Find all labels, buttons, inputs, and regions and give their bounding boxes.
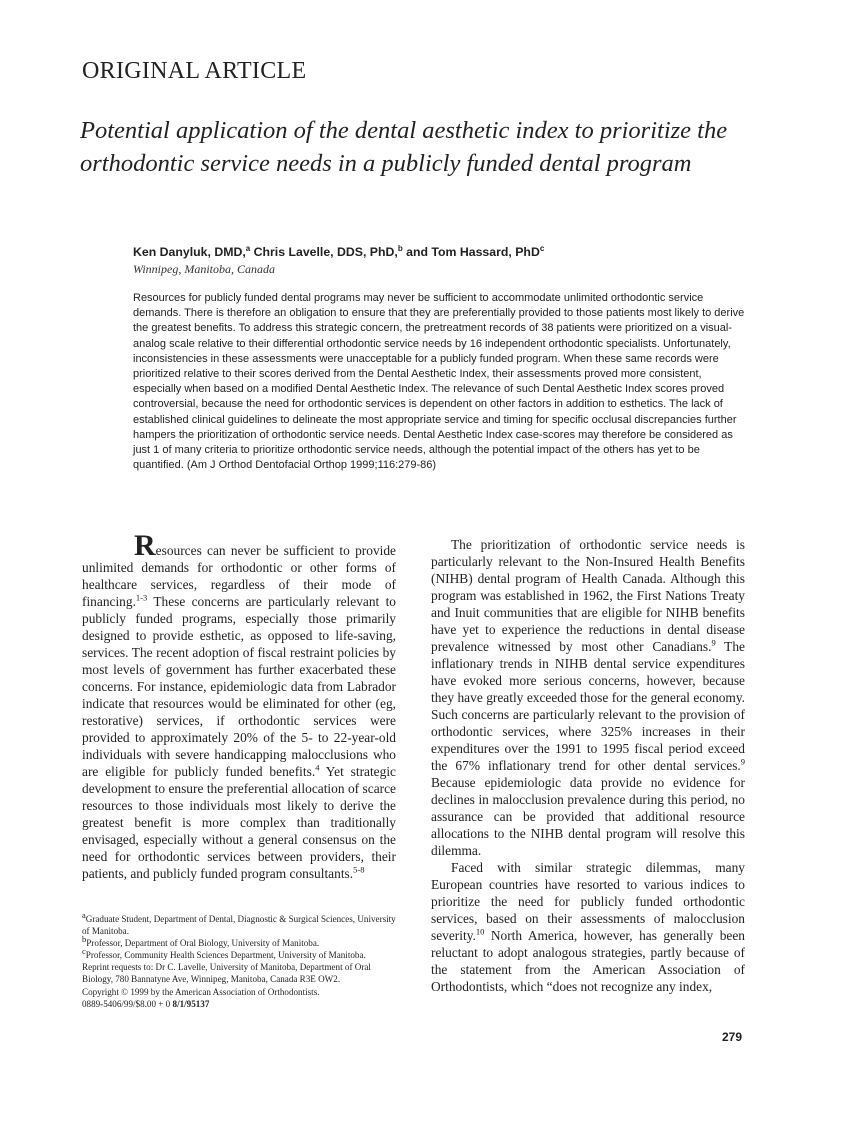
body-column-left (82, 529, 396, 882)
footnote-b (82, 934, 402, 949)
paragraph-text: Because epidemiologic data provide no evidence for declines in malocclusion prevalence during this period, no assurance can be provided that additional resource allocations to the NIHB dental program will resolve this dilemma. (431, 775, 745, 858)
body-paragraph (431, 859, 745, 995)
body-column-right (431, 536, 745, 995)
footnote-marker: b (82, 934, 87, 945)
citation-ref: 1-3 (135, 592, 148, 603)
author-affil-marker: b (397, 243, 403, 253)
article-id: 8/1/95137 (172, 998, 210, 1009)
paragraph-text: Yet strategic development to ensure the preferential allocation of scarce resources to those individuals most likely to derive the greatest benefit is more complex than traditionally envisaged, especially without a general consensus on the need for orthodontic services between providers, their patients, and publicly funded program consultants. (82, 764, 396, 881)
citation-ref: 10 (475, 926, 485, 937)
author-affil-marker: c (539, 243, 545, 253)
section-label: ORIGINAL ARTICLE (82, 58, 307, 84)
footnote-marker: a (82, 909, 86, 920)
author-name: Chris Lavelle, DDS, PhD, (250, 245, 398, 259)
article-title: Potential application of the dental aesthetic index to prioritize the orthodontic service needs in a publicly funded dental program (80, 117, 728, 177)
footnote-text: Professor, Department of Oral Biology, University of Manitoba. (86, 938, 320, 949)
footnote-c (82, 946, 402, 961)
footnote-text: Graduate Student, Department of Dental, Diagnostic & Surgical Sciences, University of Manitoba. (82, 914, 396, 937)
paragraph-text: These concerns are particularly relevant to publicly funded programs, especially those primarily designed to provide esthetic, as opposed to life-saving, services. The recent adoption of fiscal restraint policies by most levels of government has further exacerbated these concerns. For instance, epidemiologic data from Labrador indicate that resources would be eliminated for other (eg, restorative) services, if orthodontic services were provided to approximately 20% of the 5- to 22-year-old individuals with severe handicapping malocclusions who are eligible for publicly funded benefits. (82, 594, 396, 779)
body-paragraph (82, 529, 396, 882)
body-paragraph (431, 536, 745, 859)
paragraph-text: North America, however, has generally been reluctant to adopt analogous strategies, partly because of the statement from the American Association of Orthodontists, which “does not recognize any index, (431, 928, 745, 994)
footnote-text: Professor, Community Health Sciences Department, University of Manitoba. (85, 950, 366, 961)
author-name: and Tom Hassard, PhD (402, 245, 540, 259)
paragraph-text: The inflationary trends in NIHB dental service expenditures have evoked more serious concerns, however, because they have greatly exceeded those for the general economy. Such concerns are particularly relevant to the provision of orthodontic services, where 325% increases in their expenditures over the 1991 to 1995 fiscal period exceed the 67% inflationary trend for other dental services. (431, 639, 745, 773)
abstract: Resources for publicly funded dental programs may never be sufficient to accommodate unlimited orthodontic service demands. There is therefore an obligation to ensure that they are preferentially provided to those patients most likely to derive the greatest benefits. To address this strategic concern, the pretreatment records of 38 patients were prioritized on a visual-analog scale relative to their differential orthodontic service needs by 16 independent orthodontic specialists. Unfortunately, inconsistencies in these assessments were unacceptable for a publicly funded program. When these same records were prioritized relative to their scores derived from the Dental Aesthetic Index, their assessments proved more consistent, especially when based on a modified Dental Aesthetic Index. The relevance of such Dental Aesthetic Index scores proved controversial, because the need for orthodontic services is dependent on other factors in addition to esthetics. The lack of established clinical guidelines to delineate the most appropriate service and timing for specific occlusal discrepancies further hampers the prioritization of orthodontic service needs. Dental Aesthetic Index case-scores may therefore be considered as just 1 of many criteria to prioritize orthodontic service needs, although the potential impact of the others has yet to be quantified. (Am J Orthod Dentofacial Orthop 1999;116:279-86) (133, 292, 745, 472)
article-code (82, 998, 402, 1010)
author-affil-marker: a (245, 243, 251, 253)
citation-ref: 9 (711, 637, 716, 648)
drop-cap: R (134, 529, 156, 562)
author-list (133, 245, 773, 259)
paragraph-text: Faced with similar strategic dilemmas, many European countries have resorted to various indices to prioritize the need for publicly funded orthodontic services, based on their assessments of malocclusion severity. (431, 860, 745, 943)
reprint-requests: Reprint requests to: Dr C. Lavelle, University of Manitoba, Department of Oral Biology, 780 Bannatyne Ave, Winnipeg, Manitoba, Canada R3E OW2. (82, 962, 371, 985)
author-name: Ken Danyluk, DMD, (133, 245, 246, 259)
copyright-line: Copyright © 1999 by the American Association of Orthodontists. (82, 986, 320, 997)
paragraph-text: esources can never be sufficient to provide unlimited demands for orthodontic or other forms of healthcare services, regardless of their mode of financing. (82, 543, 396, 609)
page-number: 279 (722, 1030, 743, 1044)
author-footnotes (82, 909, 402, 1010)
issn-code: 0889-5406/99/$8.00 + 0 (82, 998, 173, 1009)
paragraph-text: The prioritization of orthodontic service needs is particularly relevant to the Non-Insured Health Benefits (NIHB) dental program of Health Canada. Although this program was established in 1962, the First Nations Treaty and Inuit communities that are eligible for NIHB benefits have yet to experience the reductions in dental disease prevalence witnessed by most other Canadians. (431, 537, 745, 654)
citation-ref: 9 (740, 756, 745, 767)
citation-ref: 5-8 (353, 864, 365, 875)
footnote-marker: c (82, 946, 86, 957)
footnote-a (82, 909, 402, 937)
citation-ref: 4 (315, 762, 320, 773)
author-location: Winnipeg, Manitoba, Canada (133, 262, 275, 276)
